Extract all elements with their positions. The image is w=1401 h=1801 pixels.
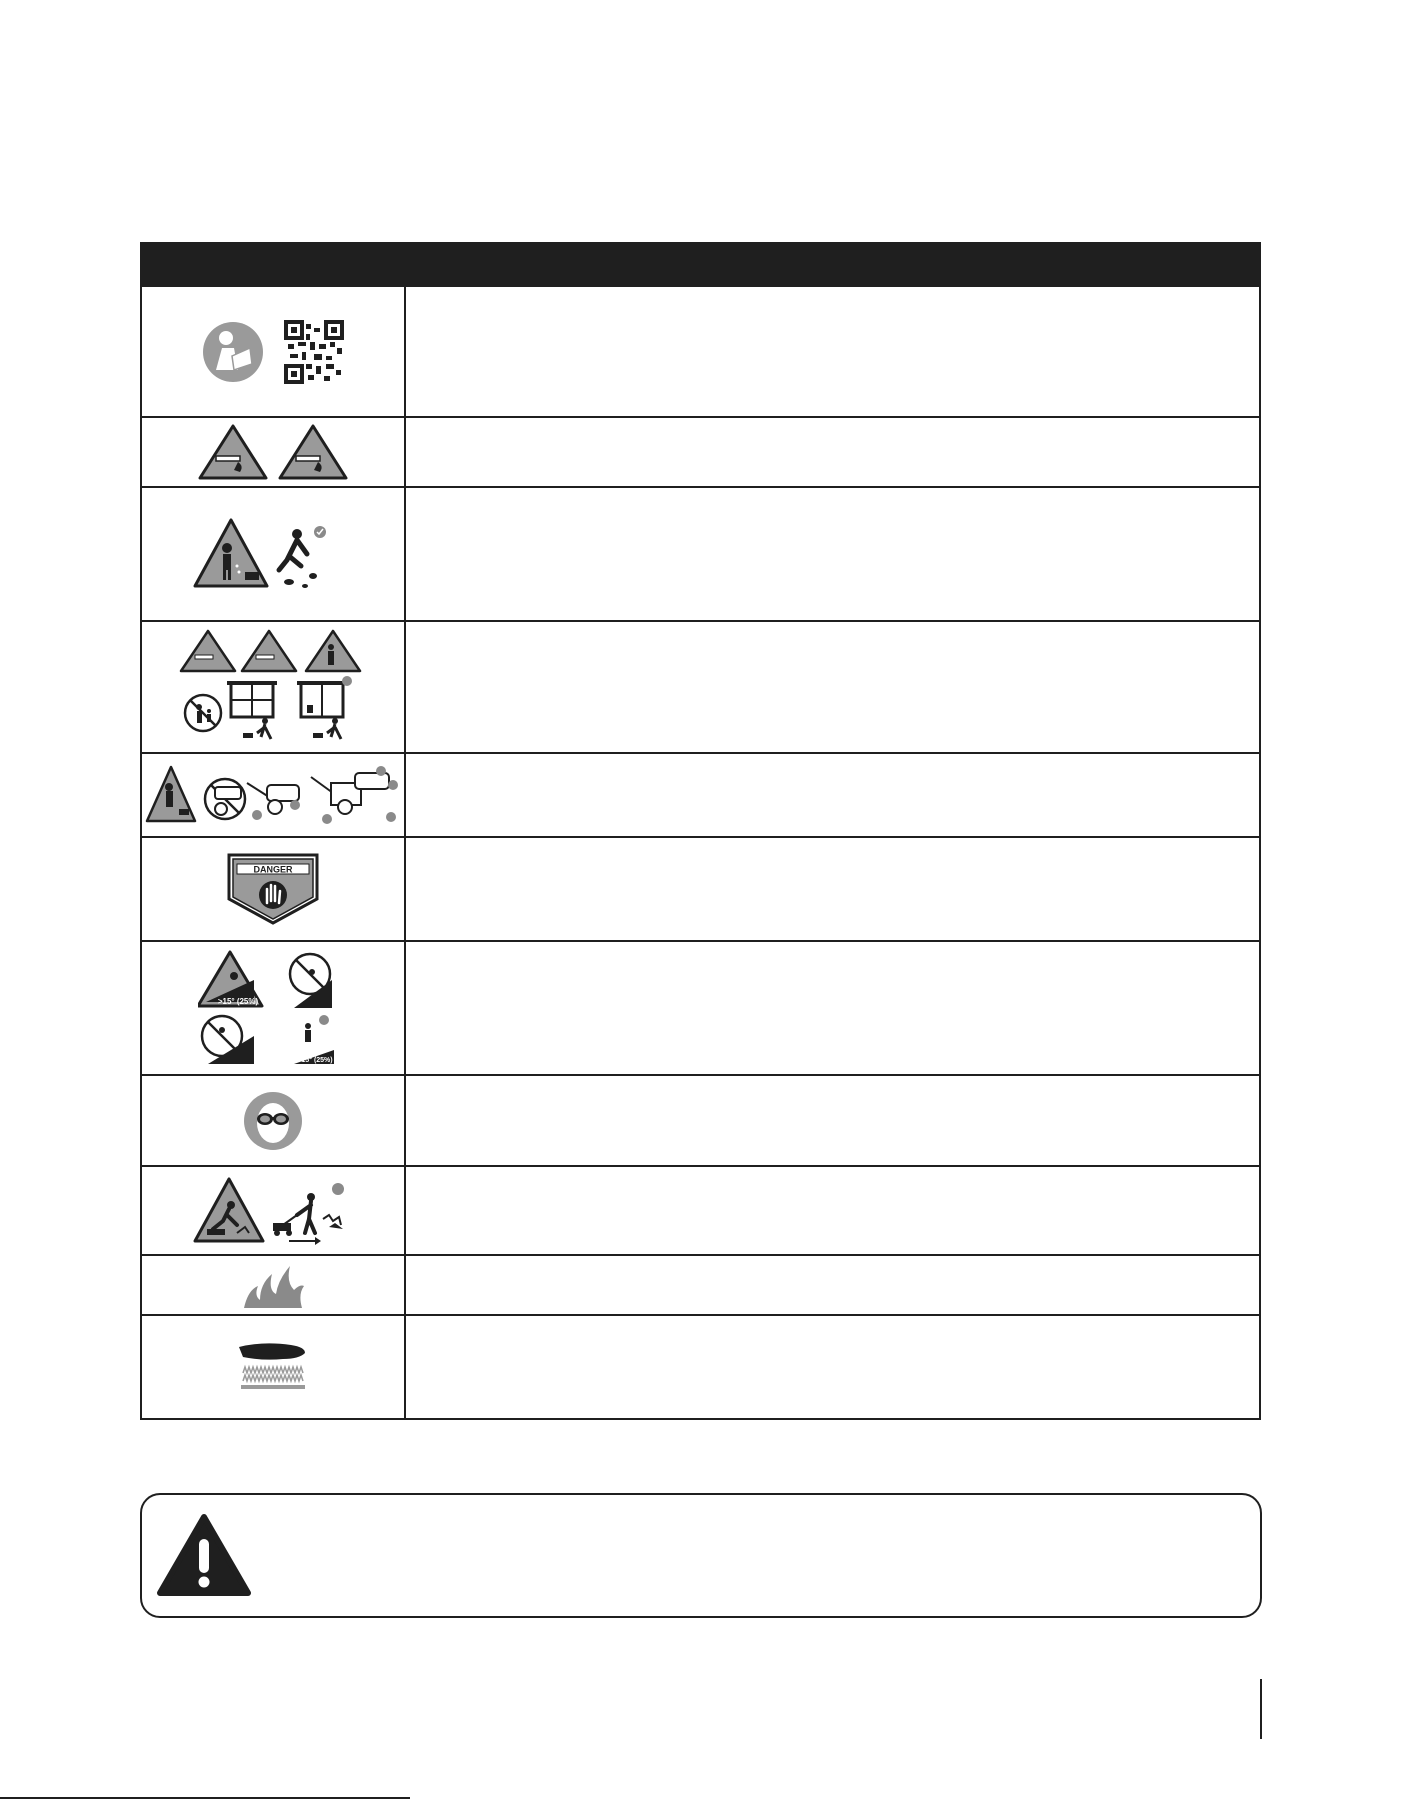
page-number-divider	[1260, 1679, 1262, 1739]
table-row	[142, 285, 1259, 416]
row-description	[406, 838, 1259, 940]
table-row	[142, 1314, 1259, 1418]
row-description	[406, 1256, 1259, 1314]
table-row	[142, 940, 1259, 1074]
table-row	[142, 752, 1259, 836]
row-description	[406, 754, 1259, 836]
blade-cut-hazard-icon	[142, 418, 406, 486]
row-description	[406, 488, 1259, 620]
guards-in-place-icon	[142, 754, 406, 836]
slope-label-less: < 15° (25%)	[295, 1057, 333, 1064]
table-row	[142, 620, 1259, 752]
danger-decal-hands-away-icon	[142, 838, 406, 940]
table-row	[142, 416, 1259, 486]
bystander-keep-away-icon	[142, 622, 406, 752]
safety-symbols-table	[140, 242, 1261, 1420]
slope-limit-icon	[142, 942, 406, 1074]
read-manual-qr-code-icon	[142, 287, 406, 416]
warning-triangle-icon	[156, 1513, 252, 1602]
table-row	[142, 486, 1259, 620]
table-row	[142, 1254, 1259, 1314]
thrown-objects-clear-debris-icon	[142, 488, 406, 620]
footer-rule	[0, 1797, 410, 1799]
table-row	[142, 836, 1259, 940]
hot-surface-icon	[142, 1316, 406, 1418]
row-description	[406, 287, 1259, 416]
table-row	[142, 1074, 1259, 1165]
table-row	[142, 1165, 1259, 1254]
slope-label-greater: >15° (25%)	[217, 997, 259, 1006]
row-description	[406, 418, 1259, 486]
row-description	[406, 622, 1259, 752]
row-description	[406, 1316, 1259, 1418]
row-description	[406, 1167, 1259, 1254]
pull-backward-caution-icon	[142, 1167, 406, 1254]
fire-hazard-icon	[142, 1256, 406, 1314]
danger-decal-title: DANGER	[253, 864, 293, 875]
eye-protection-icon	[142, 1076, 406, 1165]
row-description	[406, 942, 1259, 1074]
row-description	[406, 1076, 1259, 1165]
table-header	[142, 244, 1259, 285]
warning-callout	[140, 1493, 1262, 1618]
